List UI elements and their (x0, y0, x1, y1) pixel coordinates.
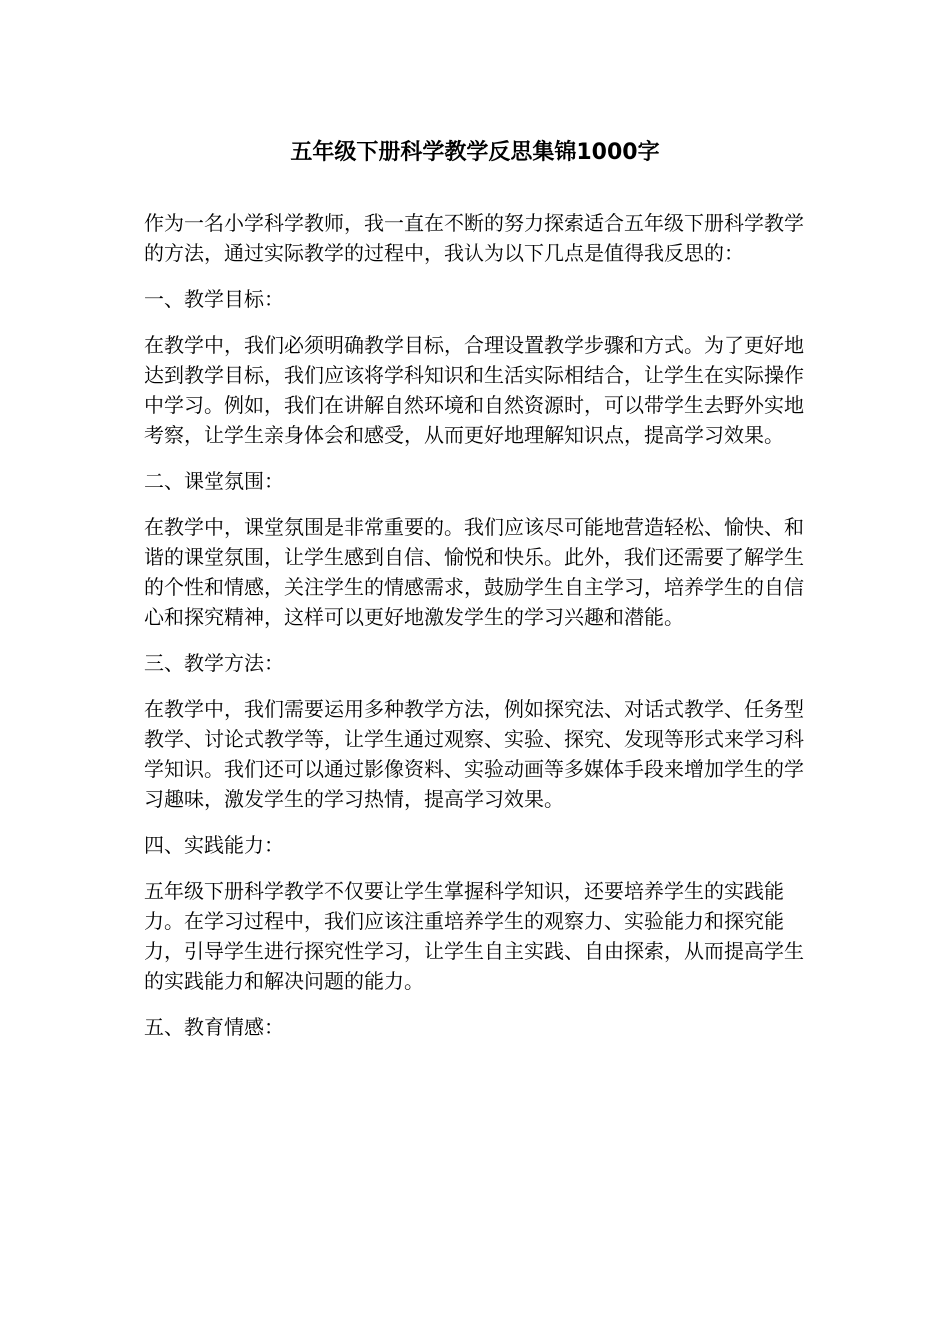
section-heading-atmosphere: 二、课堂氛围： (144, 469, 284, 493)
intro-paragraph: 作为一名小学科学教师，我一直在不断的努力探索适合五年级下册科学教学的方法，通过实际教学的过程中，我认为以下几点是值得我反思的： (144, 211, 804, 265)
section-body-atmosphere: 在教学中，课堂氛围是非常重要的。我们应该尽可能地营造轻松、愉快、和谐的课堂氛围，让学生感到自信、愉悦和快乐。此外，我们还需要了解学生的个性和情感，关注学生的情感需求，鼓励学生自主学习，培养学生的自信心和探究精神，这样可以更好地激发学生的学习兴趣和潜能。 (144, 515, 804, 629)
section-heading-practice: 四、实践能力： (144, 833, 284, 857)
section-heading-methods: 三、教学方法： (144, 651, 284, 675)
section-body-methods: 在教学中，我们需要运用多种教学方法，例如探究法、对话式教学、任务型教学、讨论式教学等，让学生通过观察、实验、探究、发现等形式来学习科学知识。我们还可以通过影像资料、实验动画等多媒体手段来增加学生的学习趣味，激发学生的学习热情，提高学习效果。 (144, 697, 804, 811)
section-body-practice: 五年级下册科学教学不仅要让学生掌握科学知识，还要培养学生的实践能力。在学习过程中，我们应该注重培养学生的观察力、实验能力和探究能力，引导学生进行探究性学习，让学生自主实践、自由探索，从而提高学生的实践能力和解决问题的能力。 (144, 879, 804, 993)
document-title: 五年级下册科学教学反思集锦1000字 (290, 140, 660, 165)
document-body (144, 208, 806, 1058)
section-body-goals: 在教学中，我们必须明确教学目标，合理设置教学步骤和方式。为了更好地达到教学目标，我们应该将学科知识和生活实际相结合，让学生在实际操作中学习。例如，我们在讲解自然环境和自然资源时，可以带学生去野外实地考察，让学生亲身体会和感受，从而更好地理解知识点，提高学习效果。 (144, 333, 804, 447)
section-heading-emotion: 五、教育情感： (144, 1015, 284, 1039)
section-heading-goals: 一、教学目标： (144, 287, 284, 311)
